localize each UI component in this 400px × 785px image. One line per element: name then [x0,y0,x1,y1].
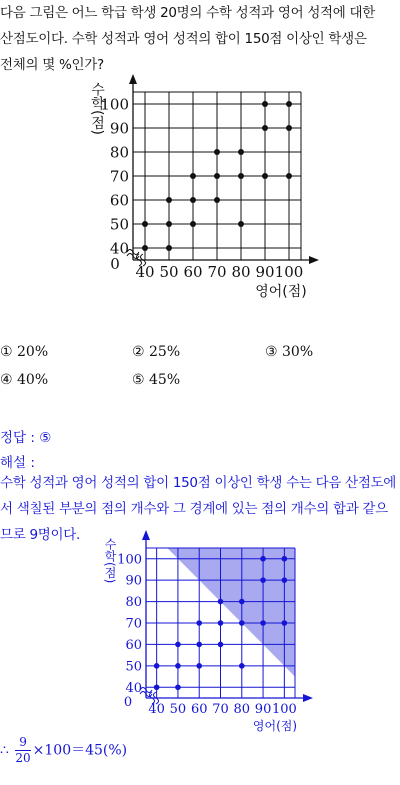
choice-5[interactable] [132,372,180,388]
y-tick-label: 90 [125,573,142,589]
x-tick-label: 50 [169,702,187,717]
data-point [260,556,266,562]
data-point [166,245,172,251]
y-tick-label: 50 [125,659,142,675]
choice-text: 30% [282,344,314,360]
data-point [238,173,244,179]
solution-text [0,470,400,548]
x-tick-label: 70 [207,263,227,281]
data-point [238,149,244,155]
x-tick-label: 70 [212,702,229,717]
data-point [218,599,224,605]
x-axis-arrow [309,256,319,264]
data-point [154,684,160,690]
data-point [175,684,181,690]
data-point [282,556,288,562]
y-tick-label: 40 [125,680,142,696]
data-point [262,101,268,107]
data-point [190,197,196,203]
choice-mark: ⑤ [132,372,145,388]
choice-1[interactable] [0,344,48,360]
fraction [15,735,30,766]
y-tick-label: 80 [109,143,129,162]
data-point [166,197,172,203]
final-computation [0,735,127,766]
data-point [282,620,288,626]
x-axis-arrow [303,694,313,702]
y-tick-label: 100 [117,552,142,568]
data-point [214,173,220,179]
scatter-plot-solution [0,538,400,743]
shaded-region [167,548,295,677]
scatter-plot-question [0,80,400,305]
choice-2[interactable] [132,344,180,360]
x-tick-label: 60 [190,702,208,717]
data-point [142,221,148,227]
data-point [262,173,268,179]
data-point [142,245,148,251]
data-point [260,620,266,626]
data-point [190,221,196,227]
y-tick-label: 70 [125,616,142,632]
data-point [260,577,266,583]
data-point [286,173,292,179]
data-point [166,221,172,227]
x-tick-label: 40 [148,702,165,717]
choice-text: 40% [17,372,49,388]
choice-text: 20% [17,344,49,360]
x-tick-label: 50 [159,263,179,281]
choice-text: 45% [149,372,181,388]
solution-line: 서 색칠된 부분의 점의 개수와 그 경계에 있는 점의 개수의 합과 같으 [0,501,388,517]
y-axis-label: 수학(점) [89,82,105,135]
data-point [175,642,181,648]
data-point [196,663,202,669]
question-line: 전체의 몇 %인가? [0,57,104,73]
choice-mark: ① [0,344,13,360]
x-tick-label: 40 [135,263,155,281]
data-point [214,149,220,155]
x-tick-label: 80 [231,263,251,281]
choice-mark: ③ [265,344,278,360]
data-point [282,577,288,583]
data-point [154,663,160,669]
x-tick-label: 90 [255,263,275,281]
x-tick-label: 100 [274,263,304,281]
data-point [286,125,292,131]
data-point [262,125,268,131]
therefore-symbol: ∴ [0,742,9,759]
y-tick-label: 50 [109,215,129,234]
choice-text: 25% [149,344,181,360]
x-tick-label: 80 [233,702,251,717]
question-line: 다음 그림은 어느 학급 학생 20명의 수학 성적과 영어 성적에 대한 [0,5,376,21]
origin-label: 0 [110,255,120,273]
choice-mark: ② [132,344,145,360]
data-point [190,173,196,179]
data-point [239,663,245,669]
data-point [239,599,245,605]
y-tick-label: 70 [109,167,129,186]
data-point [286,101,292,107]
y-tick-label: 90 [109,119,129,138]
fraction-numerator: 9 [15,735,30,751]
choice-3[interactable] [265,344,313,360]
x-axis-label: 영어(점) [252,719,298,733]
data-point [239,620,245,626]
y-tick-label: 100 [100,95,129,114]
x-axis-label: 영어(점) [255,284,307,300]
choice-4[interactable] [0,372,48,388]
answer-label: 정답 : ⑤ [0,430,52,446]
y-tick-label: 60 [109,191,129,210]
data-point [218,642,224,648]
x-tick-label: 60 [183,263,203,281]
y-axis-label: 수학(점) [103,538,117,584]
choice-mark: ④ [0,372,13,388]
fraction-denominator: 20 [15,751,31,765]
solution-line: 므로 9명이다. [0,527,80,543]
data-point [218,620,224,626]
solution-line: 수학 성적과 영어 성적의 합이 150점 이상인 학생 수는 다음 산점도에 [0,475,397,491]
data-point [196,620,202,626]
data-point [238,221,244,227]
y-tick-label: 60 [125,637,142,653]
y-tick-label: 40 [109,239,129,258]
x-tick-label: 90 [254,702,272,717]
computation-tail: ×100＝45(%) [32,742,128,759]
data-point [214,197,220,203]
question-line: 산점도이다. 수학 성적과 영어 성적의 합이 150점 이상인 학생은 [0,31,367,47]
x-tick-label: 100 [271,702,297,717]
y-tick-label: 80 [125,595,142,611]
solution-heading: 해설 : [0,455,35,471]
question-text [0,0,400,78]
data-point [196,642,202,648]
origin-label: 0 [123,694,133,710]
data-point [175,663,181,669]
